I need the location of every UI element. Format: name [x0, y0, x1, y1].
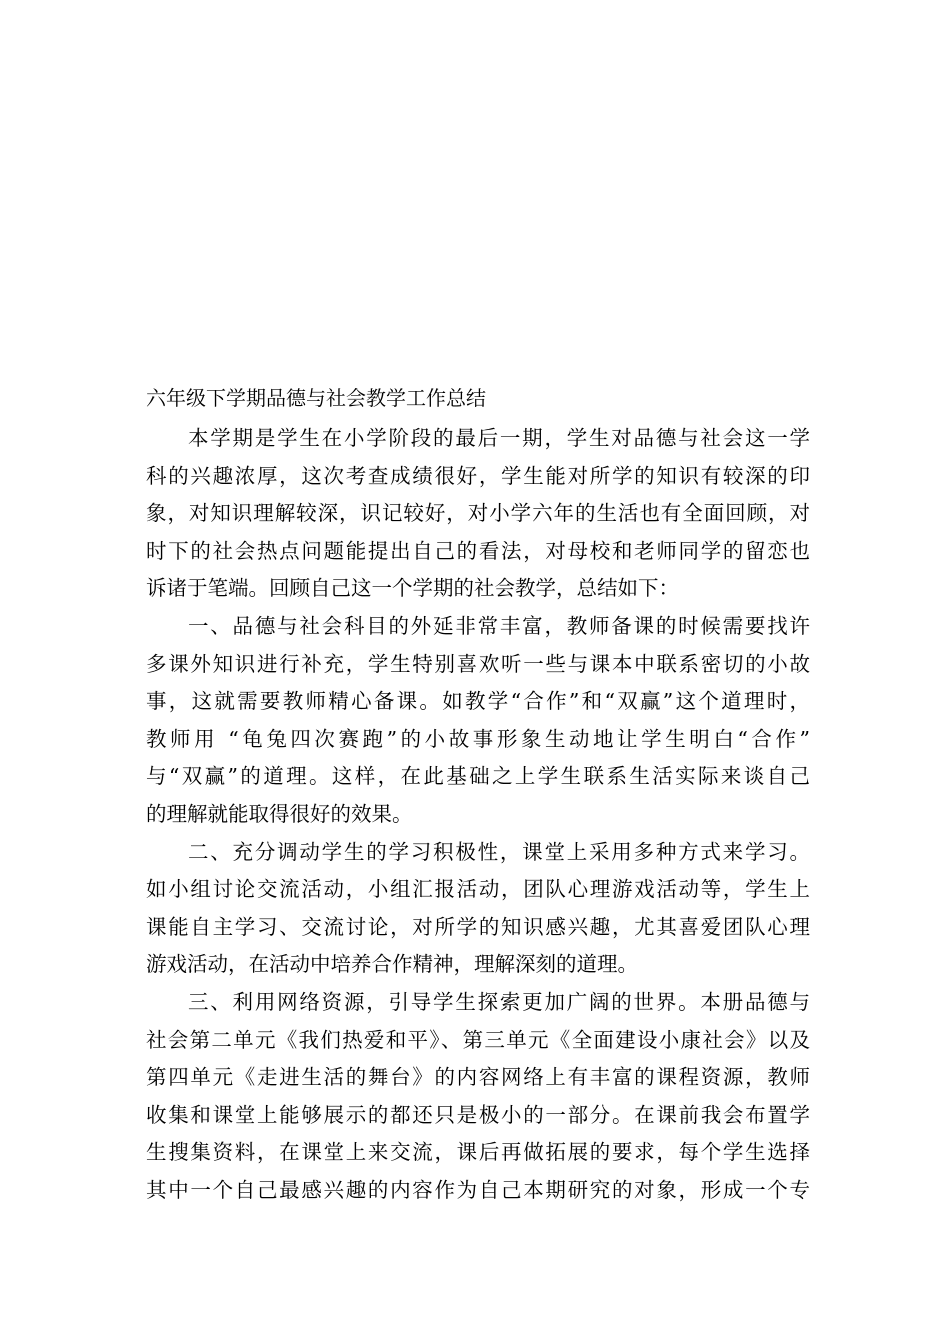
paragraph-point-2: [146, 834, 810, 984]
paragraph-line: 第四单元《走进生活的舞台》的内容网络上有丰富的课程资源，教师: [146, 1065, 810, 1090]
paragraph-line: 象，对知识理解较深，识记较好，对小学六年的生活也有全面回顾，对: [146, 501, 810, 526]
paragraph-line: 本学期是学生在小学阶段的最后一期，学生对品德与社会这一学: [188, 426, 810, 450]
paragraph-line: 社会第二单元《我们热爱和平》、第三单元《全面建设小康社会》以及: [146, 1027, 810, 1052]
document-title: 六年级下学期品德与社会教学工作总结: [146, 386, 486, 410]
document-body: [146, 420, 810, 1209]
paragraph-line: 课能自主学习、交流讨论，对所学的知识感兴趣，尤其喜爱团队心理: [146, 914, 810, 939]
paragraph-line: 游戏活动，在活动中培养合作精神，理解深刻的道理。: [146, 952, 638, 977]
paragraph-line: 生搜集资料，在课堂上来交流，课后再做拓展的要求，每个学生选择: [146, 1140, 810, 1165]
paragraph-line: 三、利用网络资源，引导学生探索更加广阔的世界。本册品德与: [188, 989, 810, 1014]
paragraph-line: 多课外知识进行补充，学生特别喜欢听一些与课本中联系密切的小故: [146, 651, 810, 676]
paragraph-point-3: [146, 984, 810, 1210]
paragraph-line: 科的兴趣浓厚，这次考查成绩很好，学生能对所学的知识有较深的印: [146, 463, 810, 488]
paragraph-intro: [146, 420, 810, 608]
paragraph-line: 时下的社会热点问题能提出自己的看法，对母校和老师同学的留恋也: [146, 538, 810, 563]
paragraph-line: 一、品德与社会科目的外延非常丰富，教师备课的时候需要找许: [188, 613, 810, 638]
paragraph-line: 收集和课堂上能够展示的都还只是极小的一部分。在课前我会布置学: [146, 1102, 810, 1127]
paragraph-line: 与“双赢”的道理。这样，在此基础之上学生联系生活实际来谈自己: [146, 764, 810, 789]
paragraph-line: 其中一个自己最感兴趣的内容作为自己本期研究的对象，形成一个专: [146, 1177, 810, 1202]
paragraph-line: 如小组讨论交流活动，小组汇报活动，团队心理游戏活动等，学生上: [146, 877, 810, 902]
paragraph-line: 教师用 “龟兔四次赛跑”的小故事形象生动地让学生明白“合作”: [146, 726, 810, 751]
paragraph-line: 二、充分调动学生的学习积极性，课堂上采用多种方式来学习。: [188, 839, 810, 864]
paragraph-line: 事，这就需要教师精心备课。如教学“合作”和“双赢”这个道理时，: [146, 689, 810, 714]
paragraph-line: 的理解就能取得很好的效果。: [146, 801, 413, 826]
paragraph-point-1: [146, 608, 810, 834]
paragraph-line: 诉诸于笔端。回顾自己这一个学期的社会教学，总结如下：: [146, 576, 679, 601]
